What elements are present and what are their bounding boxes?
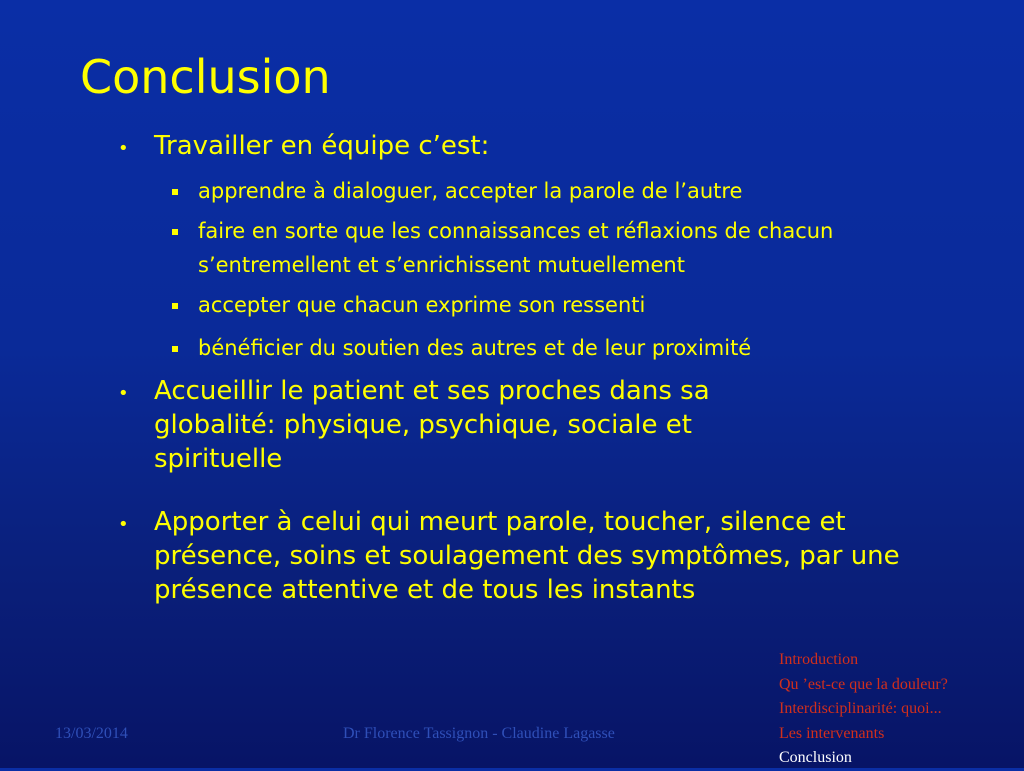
nav-link-intervenants[interactable]: Les intervenants	[779, 724, 885, 742]
slide-title: Conclusion	[80, 50, 331, 104]
footer-authors: Dr Florence Tassignon - Claudine Lagasse	[343, 725, 615, 742]
nav-link-introduction[interactable]: Introduction	[779, 651, 859, 668]
sub-bullet-text: accepter que chacun exprime son ressenti	[198, 293, 646, 317]
nav-link-douleur[interactable]: Qu ’est-ce que la douleur?	[779, 675, 948, 693]
bullet-dot-icon: •	[118, 514, 129, 535]
footer-date: 13/03/2014	[55, 725, 128, 742]
square-bullet-icon	[172, 346, 178, 352]
square-bullet-icon	[172, 229, 178, 235]
sub-bullet-text: faire en sorte que les connaissances et réflaxions de chacun s’entremellent et s’enrichissent mutuellement	[198, 219, 834, 277]
square-bullet-icon	[172, 189, 178, 195]
bullet-text: Travailler en équipe c’est:	[154, 131, 490, 161]
nav-link-interdisciplinarite[interactable]: Interdisciplinarité: quoi...	[779, 700, 942, 717]
bullet-text: Apporter à celui qui meurt parole, toucher, silence et présence, soins et soulagement des symptômes, par une présence attentive et de tous les instants	[154, 507, 900, 605]
bullet-dot-icon: •	[118, 138, 129, 159]
nav-link-conclusion[interactable]: Conclusion	[779, 749, 852, 766]
bullet-dot-icon: •	[118, 383, 129, 404]
square-bullet-icon	[172, 303, 178, 309]
bullet-text: Accueillir le patient et ses proches dans sa globalité: physique, psychique, sociale et spirituelle	[154, 376, 710, 474]
sub-bullet-text: apprendre à dialoguer, accepter la parole de l’autre	[198, 179, 743, 203]
slide-navigation	[779, 648, 948, 771]
sub-bullet-text: bénéficier du soutien des autres et de leur proximité	[198, 336, 752, 360]
